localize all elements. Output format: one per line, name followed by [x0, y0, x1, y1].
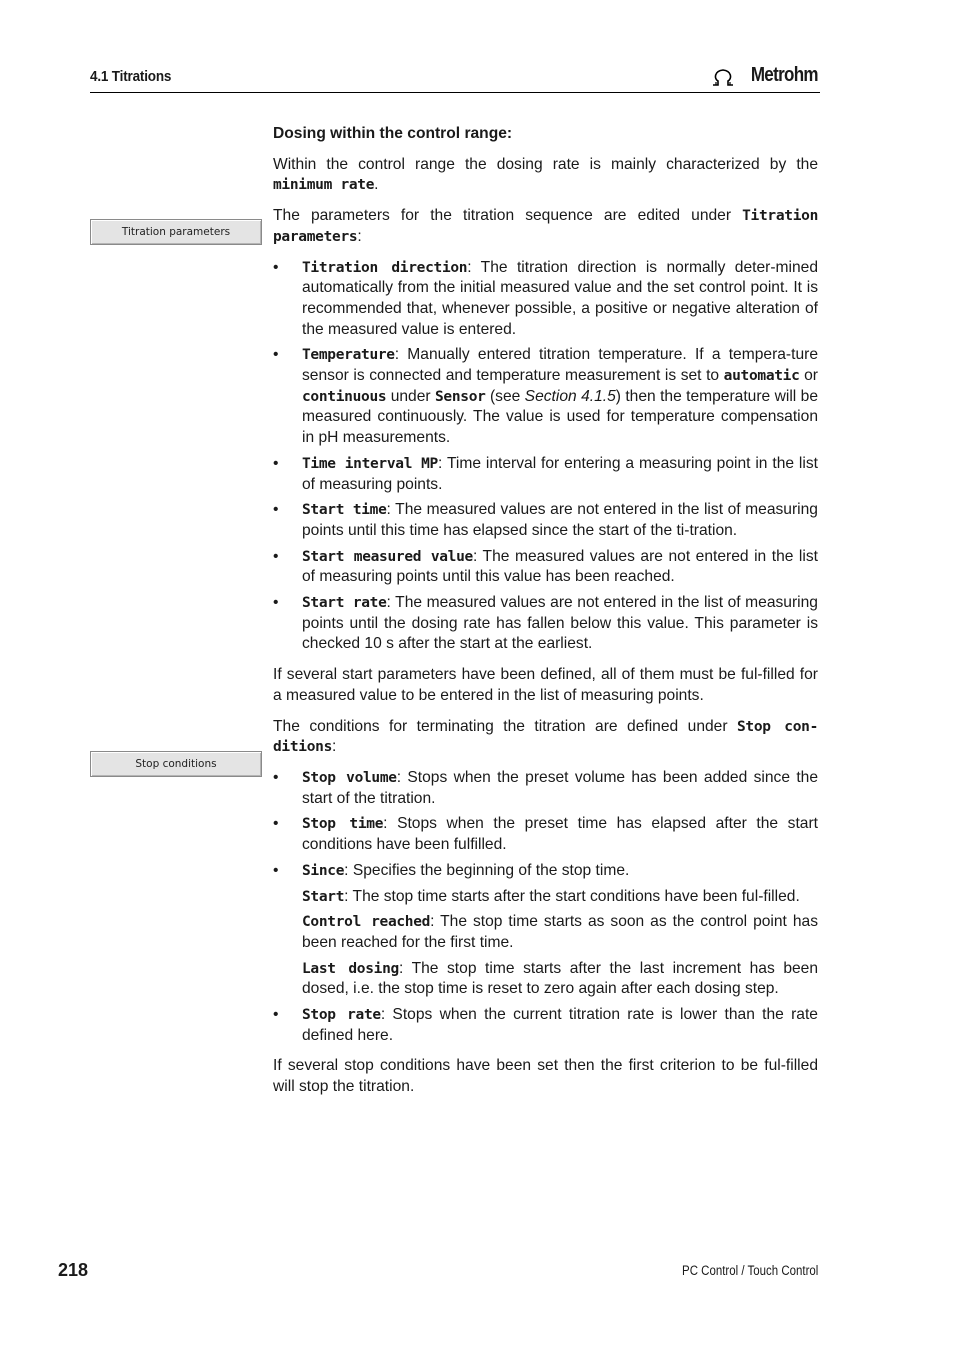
titration-parameter-list	[273, 258, 818, 656]
stop-conditions-button[interactable]: Stop conditions	[90, 751, 262, 777]
since-option-control-reached: Control reached: The stop time starts as soon as the control point has been reached for the first time.	[302, 913, 818, 951]
list-item: • Time interval MP: Time interval for entering a measuring point in the list of measuring points.	[273, 454, 818, 493]
section-title: 4.1 Titrations	[90, 68, 172, 85]
paragraph-stop-conditions: The conditions for terminating the titration are defined under Stop con-ditions:	[273, 717, 818, 756]
titration-parameters-button[interactable]: Titration parameters	[90, 219, 262, 245]
list-item: • Temperature: Manually entered titration temperature. If a tempera-ture sensor is connected and temperature measurement is set to automatic or continuous under Sensor (see Section 4.1.5) then the temperature will be measured continuously. The value is used for temperature compensation in pH measurements.	[273, 346, 818, 447]
page-header	[90, 66, 820, 93]
brand-name: Metrohm	[750, 64, 818, 86]
list-item: • Start time: The measured values are not entered in the list of measuring points until this time has elapsed since the start of the ti-tration.	[273, 501, 818, 539]
brand-logo	[710, 64, 818, 87]
since-option-last-dosing: Last dosing: The stop time starts after the last increment has been dosed, i.e. the stop time is reset to zero again after each dosing step.	[302, 959, 819, 998]
list-item: • Start measured value: The measured values are not entered in the list of measuring points until this value has been reached.	[273, 547, 818, 586]
list-item: • Start rate: The measured values are not entered in the list of measuring points until the dosing rate has fallen below this value. This parameter is checked 10 s after the start at the earliest.	[273, 594, 818, 653]
list-item: • Stop volume: Stops when the preset volume has been added since the start of the titration.	[273, 768, 818, 807]
since-option-start: Start: The stop time starts after the start conditions have been ful-filled.	[302, 887, 800, 905]
list-item: • Titration direction: The titration direction is normally deter-mined automatically from the initial measured value and the set control point. It is recommended that, whenever possible, a positive or negative alteration of the measured value is entered.	[273, 258, 818, 338]
list-item: • Stop rate: Stops when the current titration rate is lower than the rate defined here.	[273, 1006, 818, 1044]
paragraph-titration-parameters: The parameters for the titration sequence are edited under Titration parameters:	[273, 207, 818, 245]
heading-dosing: Dosing within the control range:	[273, 125, 513, 142]
stop-condition-list	[273, 768, 818, 1046]
metrohm-logo-icon	[710, 65, 736, 87]
paragraph-control-range: Within the control range the dosing rate is mainly characterized by the minimum rate.	[273, 155, 818, 194]
page-number: 218	[58, 1260, 89, 1280]
main-content	[273, 124, 818, 1108]
list-item: • Stop time: Stops when the preset time has elapsed after the start conditions have been fulfilled.	[273, 815, 819, 854]
paragraph-start-parameters: If several start parameters have been defined, all of them must be ful-filled for a measured value to be entered in the list of measuring points.	[273, 666, 818, 704]
document-title: PC Control / Touch Control	[681, 1263, 818, 1278]
list-item: • Since: Specifies the beginning of the stop time. Start: The stop time starts after the start conditions have been ful-filled. Control reached: The stop time starts as soon as the control point has been reached for the first time. Last dosing: The stop time starts after the last increment has been dosed, i.e. the stop time is reset to zero again after each dosing step.	[273, 861, 818, 1000]
paragraph-stop-summary: If several stop conditions have been set then the first criterion to be ful-filled will stop the titration.	[273, 1057, 818, 1096]
